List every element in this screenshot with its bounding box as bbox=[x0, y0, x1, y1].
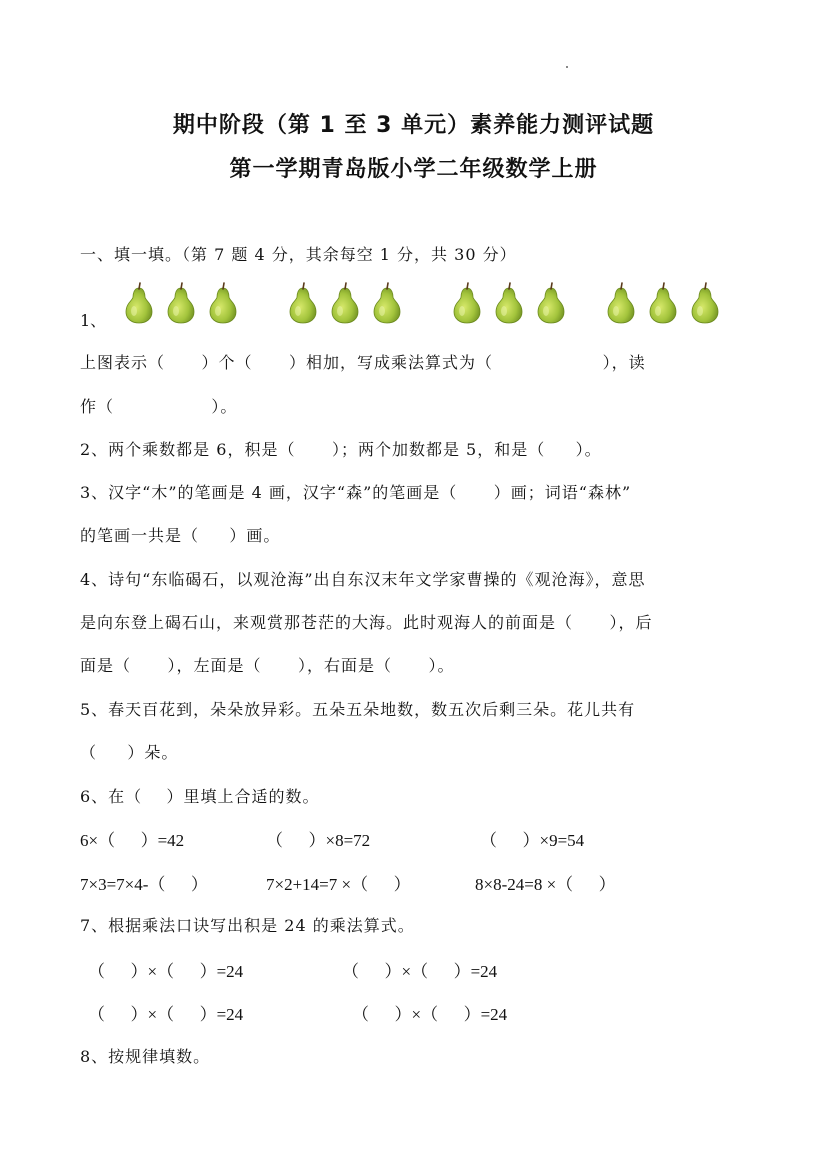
pear-icon bbox=[602, 282, 640, 324]
question-7-blank: （ ）×（ ）=24 bbox=[342, 962, 498, 981]
question-6-blank: （ ）×9=54 bbox=[480, 831, 585, 850]
page-title: 期中阶段（第 1 至 3 单元）素养能力测评试题 bbox=[172, 113, 655, 138]
pear-icon bbox=[326, 282, 364, 324]
question-8: 8、按规律填数。 bbox=[80, 1047, 211, 1066]
pear-icon bbox=[490, 282, 528, 324]
question-7-blank: （ ）×（ ）=24 bbox=[88, 962, 244, 981]
question-1-line-1: 上图表示（ ）个（ ）相加，写成乘法算式为（ ），读 bbox=[80, 353, 646, 372]
question-1-number: 1、 bbox=[80, 311, 107, 330]
question-2: 2、两个乘数都是 6，积是（ ）；两个加数都是 5，和是（ ）。 bbox=[80, 440, 602, 459]
question-6-blank: 6×（ ）=42 bbox=[80, 831, 185, 850]
question-5-line-1: 5、春天百花到，朵朵放异彩。五朵五朵地数，数五次后剩三朵。花儿共有 bbox=[80, 700, 636, 719]
question-6-blank: 7×3=7×4-（ ） bbox=[80, 875, 208, 894]
pear-icon bbox=[644, 282, 682, 324]
page-subtitle: 第一学期青岛版小学二年级数学上册 bbox=[229, 157, 598, 182]
pear-icon bbox=[204, 282, 242, 324]
pear-icon bbox=[162, 282, 200, 324]
question-3-line-1: 3、汉字“木”的笔画是 4 画，汉字“森”的笔画是（ ）画；词语“森林” bbox=[80, 483, 632, 502]
question-7-heading: 7、根据乘法口诀写出积是 24 的乘法算式。 bbox=[80, 916, 415, 935]
question-4-line-1: 4、诗句“东临碣石，以观沧海”出自东汉末年文学家曹操的《观沧海》，意思 bbox=[80, 570, 646, 589]
question-3-line-2: 的笔画一共是（ ）画。 bbox=[80, 526, 281, 545]
question-6-blank: 7×2+14=7 ×（ ） bbox=[266, 875, 411, 894]
question-7-blank: （ ）×（ ）=24 bbox=[352, 1005, 508, 1024]
pear-picture bbox=[0, 282, 827, 326]
question-6-blank: 8×8-24=8 ×（ ） bbox=[475, 875, 616, 894]
section-heading: 一、填一填。（第 7 题 4 分，其余每空 1 分，共 30 分） bbox=[80, 245, 517, 264]
pear-icon bbox=[284, 282, 322, 324]
pear-icon bbox=[532, 282, 570, 324]
question-5-line-2: （ ）朵。 bbox=[80, 743, 179, 762]
question-6-blank: （ ）×8=72 bbox=[266, 831, 371, 850]
question-4-line-2: 是向东登上碣石山，来观赏那苍茫的大海。此时观海人的前面是（ ），后 bbox=[80, 613, 653, 632]
pear-icon bbox=[368, 282, 406, 324]
question-1-line-2: 作（ ）。 bbox=[80, 397, 238, 416]
question-6-heading: 6、在（ ）里填上合适的数。 bbox=[80, 787, 320, 806]
pear-icon bbox=[120, 282, 158, 324]
pear-icon bbox=[686, 282, 724, 324]
question-7-blank: （ ）×（ ）=24 bbox=[88, 1005, 244, 1024]
pear-icon bbox=[448, 282, 486, 324]
question-4-line-3: 面是（ ），左面是（ ），右面是（ ）。 bbox=[80, 656, 455, 675]
scan-dot bbox=[566, 66, 568, 68]
